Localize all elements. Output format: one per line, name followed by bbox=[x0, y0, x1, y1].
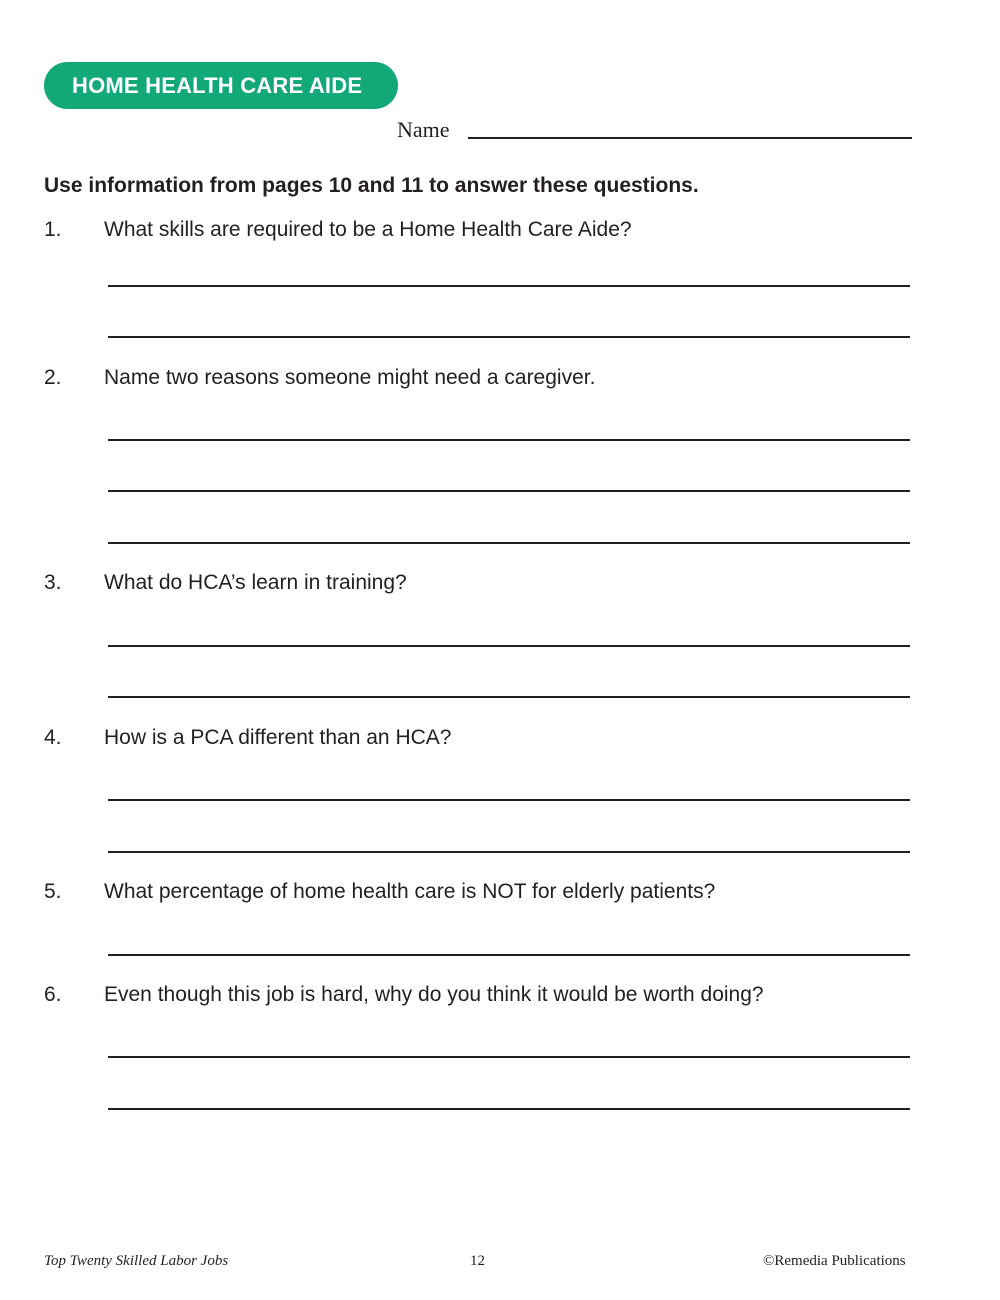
question-number: 1. bbox=[44, 218, 62, 241]
answer-line[interactable] bbox=[108, 1056, 910, 1058]
answer-line[interactable] bbox=[108, 696, 910, 698]
answer-line[interactable] bbox=[108, 285, 910, 287]
footer-copyright: ©Remedia Publications bbox=[763, 1253, 906, 1269]
answer-line[interactable] bbox=[108, 1108, 910, 1110]
instructions: Use information from pages 10 and 11 to answer these questions. bbox=[44, 174, 699, 197]
question-number: 4. bbox=[44, 726, 62, 749]
question-text: Even though this job is hard, why do you think it would be worth doing? bbox=[104, 983, 764, 1006]
question-text: How is a PCA different than an HCA? bbox=[104, 726, 452, 749]
section-title: HOME HEALTH CARE AIDE bbox=[72, 73, 363, 98]
name-label: Name bbox=[397, 117, 450, 142]
question-text: What percentage of home health care is NOT for elderly patients? bbox=[104, 880, 716, 903]
question-text: What skills are required to be a Home Health Care Aide? bbox=[104, 218, 632, 241]
question-number: 3. bbox=[44, 571, 62, 594]
answer-line[interactable] bbox=[108, 490, 910, 492]
answer-line[interactable] bbox=[108, 336, 910, 338]
answer-line[interactable] bbox=[108, 439, 910, 441]
answer-line[interactable] bbox=[108, 799, 910, 801]
question-text: What do HCA’s learn in training? bbox=[104, 571, 407, 594]
question-number: 2. bbox=[44, 366, 62, 389]
question-text: Name two reasons someone might need a caregiver. bbox=[104, 366, 596, 389]
answer-line[interactable] bbox=[108, 645, 910, 647]
question-number: 5. bbox=[44, 880, 62, 903]
question-number: 6. bbox=[44, 983, 62, 1006]
name-field[interactable] bbox=[468, 137, 912, 139]
answer-line[interactable] bbox=[108, 954, 910, 956]
answer-line[interactable] bbox=[108, 851, 910, 853]
answer-line[interactable] bbox=[108, 542, 910, 544]
page-number: 12 bbox=[470, 1253, 485, 1269]
footer-book-title: Top Twenty Skilled Labor Jobs bbox=[44, 1253, 229, 1269]
section-title-badge bbox=[44, 62, 398, 109]
